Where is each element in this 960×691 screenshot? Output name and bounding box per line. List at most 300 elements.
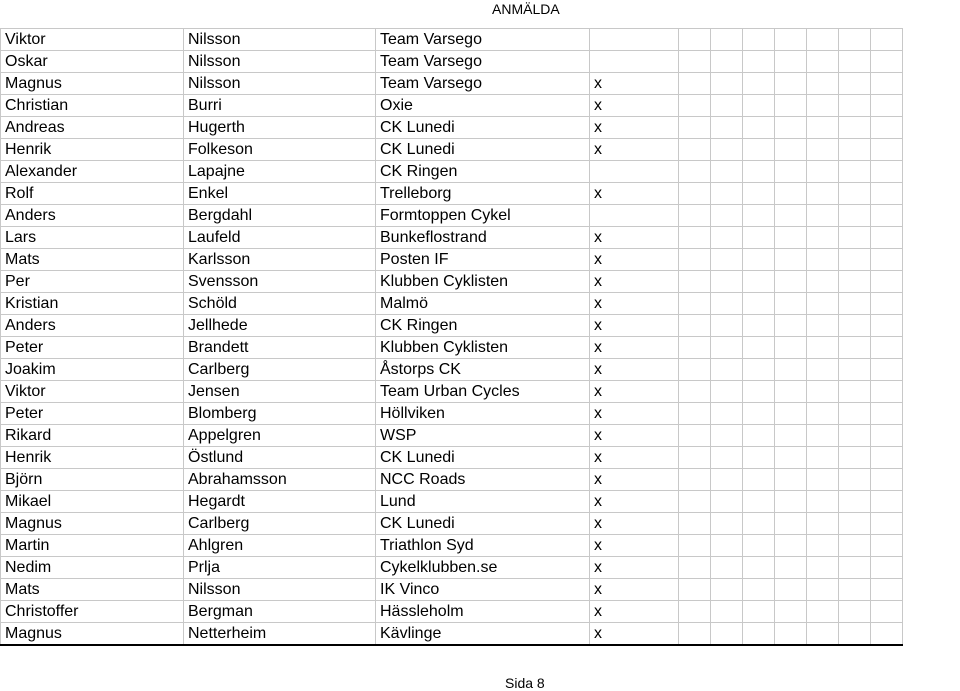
last-name-cell: Netterheim bbox=[184, 623, 376, 646]
empty-cell bbox=[775, 513, 807, 535]
empty-cell bbox=[775, 579, 807, 601]
last-name-cell: Ahlgren bbox=[184, 535, 376, 557]
empty-cell bbox=[743, 623, 775, 646]
empty-cell bbox=[711, 249, 743, 271]
last-name-cell: Karlsson bbox=[184, 249, 376, 271]
empty-cell bbox=[679, 425, 711, 447]
empty-cell bbox=[807, 161, 839, 183]
empty-cell bbox=[839, 579, 871, 601]
empty-cell bbox=[711, 535, 743, 557]
empty-cell bbox=[839, 117, 871, 139]
table-row bbox=[1, 425, 903, 447]
empty-cell bbox=[743, 601, 775, 623]
registered-mark-cell: x bbox=[590, 249, 679, 271]
empty-cell bbox=[871, 73, 903, 95]
empty-cell bbox=[839, 623, 871, 646]
empty-cell bbox=[743, 205, 775, 227]
empty-cell bbox=[679, 315, 711, 337]
empty-cell bbox=[807, 139, 839, 161]
empty-cell bbox=[839, 293, 871, 315]
table-row bbox=[1, 249, 903, 271]
empty-cell bbox=[679, 491, 711, 513]
empty-cell bbox=[775, 51, 807, 73]
empty-cell bbox=[839, 425, 871, 447]
empty-cell bbox=[743, 535, 775, 557]
empty-cell bbox=[871, 117, 903, 139]
empty-cell bbox=[743, 513, 775, 535]
first-name-cell: Rolf bbox=[1, 183, 184, 205]
empty-cell bbox=[743, 183, 775, 205]
empty-cell bbox=[839, 359, 871, 381]
empty-cell bbox=[871, 271, 903, 293]
registered-mark-cell: x bbox=[590, 601, 679, 623]
empty-cell bbox=[711, 403, 743, 425]
table-row bbox=[1, 139, 903, 161]
empty-cell bbox=[679, 73, 711, 95]
club-cell: Bunkeflostrand bbox=[376, 227, 590, 249]
last-name-cell: Blomberg bbox=[184, 403, 376, 425]
empty-cell bbox=[839, 161, 871, 183]
registered-mark-cell: x bbox=[590, 381, 679, 403]
empty-cell bbox=[679, 381, 711, 403]
club-cell: Cykelklubben.se bbox=[376, 557, 590, 579]
empty-cell bbox=[871, 601, 903, 623]
table-row bbox=[1, 557, 903, 579]
empty-cell bbox=[807, 249, 839, 271]
empty-cell bbox=[775, 227, 807, 249]
club-cell: Trelleborg bbox=[376, 183, 590, 205]
empty-cell bbox=[775, 535, 807, 557]
empty-cell bbox=[871, 535, 903, 557]
empty-cell bbox=[679, 403, 711, 425]
empty-cell bbox=[679, 95, 711, 117]
empty-cell bbox=[839, 205, 871, 227]
table-row bbox=[1, 161, 903, 183]
empty-cell bbox=[743, 447, 775, 469]
table-row bbox=[1, 381, 903, 403]
registered-mark-cell: x bbox=[590, 359, 679, 381]
empty-cell bbox=[711, 469, 743, 491]
empty-cell bbox=[711, 139, 743, 161]
empty-cell bbox=[775, 117, 807, 139]
table-row bbox=[1, 579, 903, 601]
empty-cell bbox=[871, 183, 903, 205]
empty-cell bbox=[775, 249, 807, 271]
first-name-cell: Per bbox=[1, 271, 184, 293]
empty-cell bbox=[711, 491, 743, 513]
empty-cell bbox=[679, 183, 711, 205]
empty-cell bbox=[839, 535, 871, 557]
empty-cell bbox=[743, 271, 775, 293]
empty-cell bbox=[775, 73, 807, 95]
last-name-cell: Nilsson bbox=[184, 579, 376, 601]
empty-cell bbox=[839, 183, 871, 205]
empty-cell bbox=[807, 271, 839, 293]
registered-mark-cell: x bbox=[590, 535, 679, 557]
last-name-cell: Hugerth bbox=[184, 117, 376, 139]
empty-cell bbox=[743, 491, 775, 513]
empty-cell bbox=[807, 293, 839, 315]
last-name-cell: Prlja bbox=[184, 557, 376, 579]
empty-cell bbox=[775, 337, 807, 359]
empty-cell bbox=[871, 29, 903, 51]
club-cell: NCC Roads bbox=[376, 469, 590, 491]
empty-cell bbox=[743, 315, 775, 337]
first-name-cell: Björn bbox=[1, 469, 184, 491]
last-name-cell: Bergdahl bbox=[184, 205, 376, 227]
empty-cell bbox=[743, 469, 775, 491]
last-name-cell: Bergman bbox=[184, 601, 376, 623]
empty-cell bbox=[711, 271, 743, 293]
club-cell: CK Lunedi bbox=[376, 139, 590, 161]
empty-cell bbox=[679, 29, 711, 51]
empty-cell bbox=[743, 139, 775, 161]
empty-cell bbox=[839, 271, 871, 293]
empty-cell bbox=[711, 623, 743, 646]
empty-cell bbox=[711, 51, 743, 73]
empty-cell bbox=[679, 249, 711, 271]
club-cell: Klubben Cyklisten bbox=[376, 337, 590, 359]
empty-cell bbox=[679, 293, 711, 315]
club-cell: Team Varsego bbox=[376, 73, 590, 95]
empty-cell bbox=[711, 513, 743, 535]
empty-cell bbox=[807, 205, 839, 227]
empty-cell bbox=[839, 403, 871, 425]
empty-cell bbox=[871, 623, 903, 646]
registered-mark-cell bbox=[590, 205, 679, 227]
empty-cell bbox=[679, 117, 711, 139]
first-name-cell: Magnus bbox=[1, 73, 184, 95]
empty-cell bbox=[871, 469, 903, 491]
empty-cell bbox=[839, 95, 871, 117]
first-name-cell: Martin bbox=[1, 535, 184, 557]
club-cell: Oxie bbox=[376, 95, 590, 117]
empty-cell bbox=[775, 205, 807, 227]
empty-cell bbox=[871, 425, 903, 447]
registered-mark-cell: x bbox=[590, 469, 679, 491]
registered-mark-cell: x bbox=[590, 579, 679, 601]
empty-cell bbox=[807, 117, 839, 139]
empty-cell bbox=[839, 249, 871, 271]
empty-cell bbox=[775, 403, 807, 425]
empty-cell bbox=[743, 249, 775, 271]
first-name-cell: Mikael bbox=[1, 491, 184, 513]
club-cell: Team Varsego bbox=[376, 51, 590, 73]
last-name-cell: Laufeld bbox=[184, 227, 376, 249]
registered-mark-cell: x bbox=[590, 425, 679, 447]
empty-cell bbox=[679, 447, 711, 469]
empty-cell bbox=[871, 249, 903, 271]
club-cell: Posten IF bbox=[376, 249, 590, 271]
empty-cell bbox=[775, 139, 807, 161]
registered-mark-cell: x bbox=[590, 447, 679, 469]
empty-cell bbox=[871, 227, 903, 249]
empty-cell bbox=[871, 51, 903, 73]
registered-mark-cell: x bbox=[590, 117, 679, 139]
table-row bbox=[1, 183, 903, 205]
registered-mark-cell: x bbox=[590, 337, 679, 359]
empty-cell bbox=[679, 513, 711, 535]
page-number: Sida 8 bbox=[505, 675, 545, 691]
empty-cell bbox=[743, 403, 775, 425]
empty-cell bbox=[743, 51, 775, 73]
empty-cell bbox=[839, 381, 871, 403]
empty-cell bbox=[743, 579, 775, 601]
empty-cell bbox=[775, 29, 807, 51]
empty-cell bbox=[743, 381, 775, 403]
first-name-cell: Lars bbox=[1, 227, 184, 249]
table-row bbox=[1, 359, 903, 381]
empty-cell bbox=[743, 227, 775, 249]
last-name-cell: Burri bbox=[184, 95, 376, 117]
table-row bbox=[1, 623, 903, 646]
empty-cell bbox=[711, 557, 743, 579]
empty-cell bbox=[839, 139, 871, 161]
first-name-cell: Anders bbox=[1, 315, 184, 337]
last-name-cell: Svensson bbox=[184, 271, 376, 293]
empty-cell bbox=[743, 161, 775, 183]
registered-mark-cell: x bbox=[590, 315, 679, 337]
empty-cell bbox=[871, 337, 903, 359]
first-name-cell: Viktor bbox=[1, 29, 184, 51]
empty-cell bbox=[871, 139, 903, 161]
empty-cell bbox=[807, 469, 839, 491]
empty-cell bbox=[839, 601, 871, 623]
empty-cell bbox=[807, 95, 839, 117]
table-row bbox=[1, 513, 903, 535]
first-name-cell: Peter bbox=[1, 403, 184, 425]
empty-cell bbox=[679, 601, 711, 623]
empty-cell bbox=[679, 623, 711, 646]
empty-cell bbox=[711, 293, 743, 315]
empty-cell bbox=[807, 359, 839, 381]
empty-cell bbox=[775, 623, 807, 646]
table-row bbox=[1, 315, 903, 337]
first-name-cell: Rikard bbox=[1, 425, 184, 447]
last-name-cell: Brandett bbox=[184, 337, 376, 359]
club-cell: IK Vinco bbox=[376, 579, 590, 601]
empty-cell bbox=[679, 359, 711, 381]
club-cell: Lund bbox=[376, 491, 590, 513]
empty-cell bbox=[775, 293, 807, 315]
last-name-cell: Folkeson bbox=[184, 139, 376, 161]
table-row bbox=[1, 73, 903, 95]
participants-table-body bbox=[1, 29, 903, 646]
registered-mark-cell: x bbox=[590, 95, 679, 117]
empty-cell bbox=[807, 73, 839, 95]
table-row bbox=[1, 469, 903, 491]
empty-cell bbox=[871, 315, 903, 337]
first-name-cell: Alexander bbox=[1, 161, 184, 183]
first-name-cell: Christian bbox=[1, 95, 184, 117]
empty-cell bbox=[807, 601, 839, 623]
first-name-cell: Andreas bbox=[1, 117, 184, 139]
registered-mark-cell: x bbox=[590, 491, 679, 513]
club-cell: Team Urban Cycles bbox=[376, 381, 590, 403]
table-row bbox=[1, 227, 903, 249]
empty-cell bbox=[871, 381, 903, 403]
table-row bbox=[1, 601, 903, 623]
empty-cell bbox=[807, 513, 839, 535]
empty-cell bbox=[775, 557, 807, 579]
registered-mark-cell: x bbox=[590, 403, 679, 425]
empty-cell bbox=[871, 359, 903, 381]
empty-cell bbox=[775, 271, 807, 293]
empty-cell bbox=[807, 227, 839, 249]
empty-cell bbox=[807, 315, 839, 337]
registered-mark-cell: x bbox=[590, 513, 679, 535]
empty-cell bbox=[775, 381, 807, 403]
first-name-cell: Peter bbox=[1, 337, 184, 359]
empty-cell bbox=[871, 293, 903, 315]
last-name-cell: Nilsson bbox=[184, 73, 376, 95]
first-name-cell: Henrik bbox=[1, 447, 184, 469]
empty-cell bbox=[711, 95, 743, 117]
last-name-cell: Lapajne bbox=[184, 161, 376, 183]
last-name-cell: Carlberg bbox=[184, 359, 376, 381]
table-row bbox=[1, 29, 903, 51]
registered-mark-cell: x bbox=[590, 73, 679, 95]
first-name-cell: Nedim bbox=[1, 557, 184, 579]
last-name-cell: Schöld bbox=[184, 293, 376, 315]
club-cell: CK Ringen bbox=[376, 161, 590, 183]
empty-cell bbox=[807, 51, 839, 73]
empty-cell bbox=[839, 447, 871, 469]
empty-cell bbox=[871, 513, 903, 535]
last-name-cell: Enkel bbox=[184, 183, 376, 205]
last-name-cell: Jensen bbox=[184, 381, 376, 403]
table-row bbox=[1, 337, 903, 359]
empty-cell bbox=[711, 337, 743, 359]
club-cell: Åstorps CK bbox=[376, 359, 590, 381]
empty-cell bbox=[839, 557, 871, 579]
empty-cell bbox=[743, 95, 775, 117]
empty-cell bbox=[807, 403, 839, 425]
empty-cell bbox=[711, 183, 743, 205]
first-name-cell: Henrik bbox=[1, 139, 184, 161]
empty-cell bbox=[871, 447, 903, 469]
table-row bbox=[1, 95, 903, 117]
table-row bbox=[1, 403, 903, 425]
last-name-cell: Hegardt bbox=[184, 491, 376, 513]
empty-cell bbox=[711, 381, 743, 403]
empty-cell bbox=[871, 161, 903, 183]
empty-cell bbox=[807, 491, 839, 513]
empty-cell bbox=[807, 29, 839, 51]
empty-cell bbox=[807, 623, 839, 646]
empty-cell bbox=[871, 95, 903, 117]
empty-cell bbox=[807, 579, 839, 601]
registered-mark-cell bbox=[590, 29, 679, 51]
empty-cell bbox=[807, 381, 839, 403]
empty-cell bbox=[775, 183, 807, 205]
first-name-cell: Magnus bbox=[1, 623, 184, 646]
empty-cell bbox=[679, 271, 711, 293]
club-cell: WSP bbox=[376, 425, 590, 447]
empty-cell bbox=[807, 425, 839, 447]
first-name-cell: Anders bbox=[1, 205, 184, 227]
empty-cell bbox=[775, 95, 807, 117]
registered-mark-cell bbox=[590, 51, 679, 73]
club-cell: Formtoppen Cykel bbox=[376, 205, 590, 227]
registered-mark-cell: x bbox=[590, 623, 679, 646]
registered-mark-cell: x bbox=[590, 139, 679, 161]
empty-cell bbox=[679, 51, 711, 73]
club-cell: Malmö bbox=[376, 293, 590, 315]
empty-cell bbox=[743, 73, 775, 95]
empty-cell bbox=[743, 117, 775, 139]
first-name-cell: Magnus bbox=[1, 513, 184, 535]
empty-cell bbox=[839, 227, 871, 249]
last-name-cell: Jellhede bbox=[184, 315, 376, 337]
empty-cell bbox=[807, 557, 839, 579]
participants-table bbox=[0, 28, 903, 646]
club-cell: CK Lunedi bbox=[376, 117, 590, 139]
empty-cell bbox=[711, 315, 743, 337]
first-name-cell: Oskar bbox=[1, 51, 184, 73]
empty-cell bbox=[839, 51, 871, 73]
table-row bbox=[1, 51, 903, 73]
empty-cell bbox=[711, 205, 743, 227]
registered-mark-cell: x bbox=[590, 271, 679, 293]
last-name-cell: Nilsson bbox=[184, 29, 376, 51]
empty-cell bbox=[711, 73, 743, 95]
first-name-cell: Mats bbox=[1, 249, 184, 271]
empty-cell bbox=[839, 491, 871, 513]
empty-cell bbox=[839, 73, 871, 95]
last-name-cell: Carlberg bbox=[184, 513, 376, 535]
club-cell: Höllviken bbox=[376, 403, 590, 425]
registered-mark-cell bbox=[590, 161, 679, 183]
empty-cell bbox=[743, 359, 775, 381]
empty-cell bbox=[711, 161, 743, 183]
table-row bbox=[1, 293, 903, 315]
first-name-cell: Kristian bbox=[1, 293, 184, 315]
empty-cell bbox=[743, 29, 775, 51]
empty-cell bbox=[839, 315, 871, 337]
empty-cell bbox=[839, 469, 871, 491]
empty-cell bbox=[871, 557, 903, 579]
first-name-cell: Christoffer bbox=[1, 601, 184, 623]
empty-cell bbox=[711, 29, 743, 51]
empty-cell bbox=[871, 491, 903, 513]
empty-cell bbox=[871, 403, 903, 425]
empty-cell bbox=[807, 183, 839, 205]
empty-cell bbox=[679, 161, 711, 183]
empty-cell bbox=[871, 579, 903, 601]
club-cell: CK Lunedi bbox=[376, 447, 590, 469]
empty-cell bbox=[839, 513, 871, 535]
empty-cell bbox=[679, 535, 711, 557]
last-name-cell: Abrahamsson bbox=[184, 469, 376, 491]
table-row bbox=[1, 447, 903, 469]
club-cell: Hässleholm bbox=[376, 601, 590, 623]
empty-cell bbox=[679, 469, 711, 491]
table-row bbox=[1, 535, 903, 557]
empty-cell bbox=[775, 491, 807, 513]
first-name-cell: Viktor bbox=[1, 381, 184, 403]
club-cell: Team Varsego bbox=[376, 29, 590, 51]
empty-cell bbox=[679, 337, 711, 359]
empty-cell bbox=[775, 315, 807, 337]
empty-cell bbox=[711, 425, 743, 447]
first-name-cell: Mats bbox=[1, 579, 184, 601]
empty-cell bbox=[679, 579, 711, 601]
last-name-cell: Östlund bbox=[184, 447, 376, 469]
table-row bbox=[1, 117, 903, 139]
first-name-cell: Joakim bbox=[1, 359, 184, 381]
empty-cell bbox=[775, 359, 807, 381]
